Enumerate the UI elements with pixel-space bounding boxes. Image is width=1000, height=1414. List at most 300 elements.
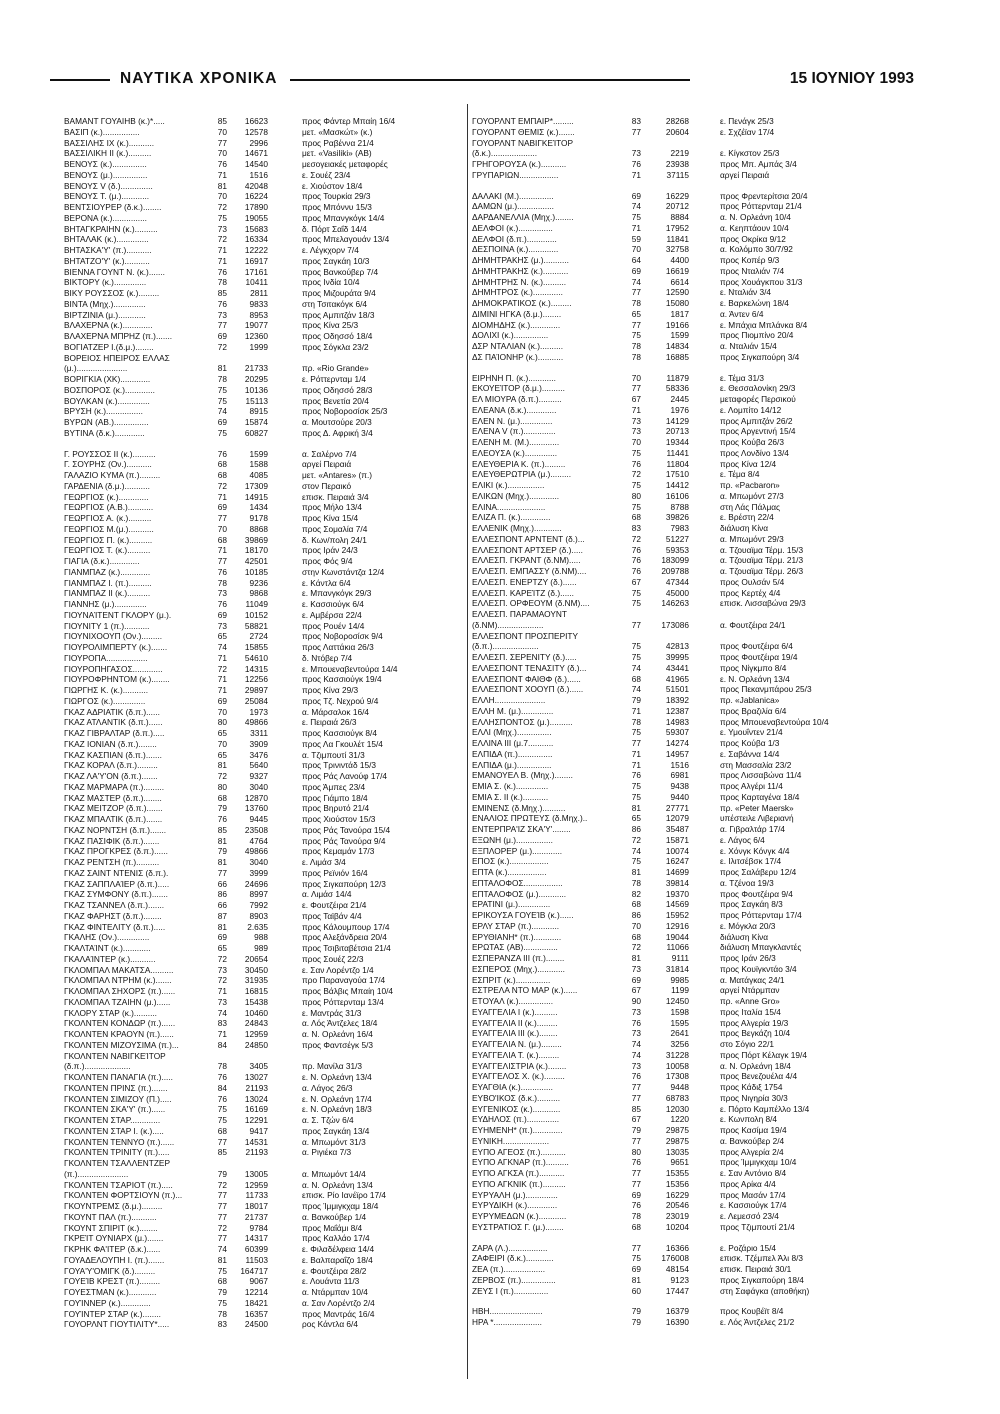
ship-name: ΔΟΛΙΧΙ (κ.)............... xyxy=(472,330,549,341)
position-note: πρ. «Anne Gro» xyxy=(720,996,780,1006)
ship-name: ΓΚΛΟΡΥ ΣΤΑΡ (κ.).......... xyxy=(64,1007,157,1018)
list-item xyxy=(64,1040,464,1051)
list-item xyxy=(472,706,890,717)
position-note: α. Άντεν 6/4 xyxy=(720,308,764,319)
build-year: 72 xyxy=(217,1179,227,1190)
ship-name: ΕΛΛΕΣΠΟΝΤ ΠΡΟΣΠΕΡΙΤΥ xyxy=(472,630,579,641)
ship-name: ΓΚΟΛΝΤΕΝ ΤΕΝΝΥΟ (π.)...... xyxy=(64,1136,175,1147)
ship-name: ΓΟΥΑΔΕΛΟΥΠΗ Ι. (π.)....... xyxy=(64,1254,165,1265)
list-item xyxy=(64,760,464,771)
tonnage: 39995 xyxy=(665,652,689,662)
build-year: 75 xyxy=(631,501,641,512)
tonnage: 16229 xyxy=(665,1189,689,1200)
ship-name: ΓΚΑΖ ΚΑΣΠΙΑΝ (δ.π.)....... xyxy=(64,749,162,760)
tonnage: 146263 xyxy=(661,598,689,609)
ship-name: ΓΚΑΖ ΠΡΟΓΚΡΕΣ (δ.π.)...... xyxy=(64,846,168,857)
build-year: 90 xyxy=(631,996,641,1006)
position-note: διάλυση Μπαγκλαντές xyxy=(720,942,802,953)
position-note: α. Τζουαϊμα Τέρμ. 15/3 xyxy=(720,544,804,555)
build-year: 76 xyxy=(217,1072,227,1082)
position-note: ε. Μόγκλα 20/3 xyxy=(720,920,776,931)
position-note: ε. Ιλιτσέβσκ 17/4 xyxy=(720,856,782,867)
tonnage: 9438 xyxy=(670,781,689,791)
ship-name: ΓΚΑΖ ΣΑΠΠΛΑΊΕΡ (δ.π.)..... xyxy=(64,878,170,889)
position-note: αργεί Ντάρμπαν xyxy=(720,985,780,996)
list-item xyxy=(64,116,464,127)
ship-name: ΒΙΚΥ ΡΟΥΣΣΟΣ (κ.)......... xyxy=(64,288,160,298)
tonnage: 988 xyxy=(254,932,268,943)
build-year: 85 xyxy=(217,288,227,298)
position-note: προς Νίγκμπο 8/4 xyxy=(720,662,787,673)
list-item xyxy=(472,1050,890,1061)
column-divider xyxy=(467,104,468,1379)
list-item xyxy=(64,245,464,256)
build-year: 72 xyxy=(217,234,227,245)
build-year: 72 xyxy=(217,771,227,781)
tonnage: 21193 xyxy=(245,1082,268,1093)
tonnage: 15356 xyxy=(665,1178,689,1189)
list-item xyxy=(64,997,464,1008)
ship-name: ΔΗΜΗΤΡΗΣ Ν. (κ.).......... xyxy=(472,276,567,287)
position-note: ε. Σαν Λορέντζο 1/4 xyxy=(302,964,374,975)
ship-name: ΓΚΑΖ ΦΑΡΗΣΤ (δ.π.)........ xyxy=(64,910,162,921)
tonnage: 4400 xyxy=(670,255,689,265)
build-year: 75 xyxy=(631,330,641,341)
position-note: προς Τουρκία 29/3 xyxy=(302,191,371,202)
build-year: 76 xyxy=(631,555,641,566)
tonnage: 39814 xyxy=(665,877,689,888)
build-year: 77 xyxy=(217,556,227,566)
list-item xyxy=(472,170,890,181)
build-year: 69 xyxy=(217,695,227,706)
tonnage: 14315 xyxy=(244,663,268,674)
build-year: 83 xyxy=(217,1319,227,1330)
ship-name: ΕΣΠΕΡΟΣ (Μηχ.)............ xyxy=(472,963,565,974)
tonnage: 12916 xyxy=(665,920,689,931)
build-year: 81 xyxy=(217,363,227,374)
build-year: 76 xyxy=(217,159,227,169)
position-note: α. Ν. Ορλεάνη 10/4 xyxy=(720,212,791,222)
build-year: 71 xyxy=(631,404,641,415)
ship-name: ΓΙΟΥΡΟΠΗΓΑΣΟΣ............. xyxy=(64,663,163,674)
position-note: α. Ντάρμπαν 10/4 xyxy=(302,1287,368,1297)
list-item xyxy=(64,470,464,481)
build-year: 83 xyxy=(631,116,641,126)
ship-name: ΓΚΑΖ ΑΔΡΙΑΤΙΚ (δ.π.)...... xyxy=(64,706,160,717)
build-year: 78 xyxy=(631,341,641,351)
build-year: 77 xyxy=(631,287,641,298)
group-spacer xyxy=(472,1296,890,1306)
ship-name: ΓΚΑΖ ΣΑΙΝΤ ΝΤΕΝΙΣ (δ.π.). xyxy=(64,867,169,878)
position-note: προς Κασίμα 19/4 xyxy=(720,1125,787,1135)
position-note: ε. Αμβέρσα 22/4 xyxy=(302,609,362,620)
tonnage: 39826 xyxy=(665,512,689,523)
tonnage: 15855 xyxy=(244,642,268,652)
tonnage: 17447 xyxy=(665,1285,689,1296)
tonnage: 17161 xyxy=(244,266,268,277)
build-year: 76 xyxy=(631,566,641,576)
position-note: ε. Φιλαδέλφεια 14/4 xyxy=(302,1244,375,1254)
build-year: 75 xyxy=(631,652,641,662)
position-note: προς Κουβέϊτ 8/4 xyxy=(720,1306,784,1317)
tonnage: 1434 xyxy=(249,502,268,513)
position-note: προς Βανκούβερ 7/4 xyxy=(302,266,379,277)
build-year: 76 xyxy=(217,266,227,277)
ship-name: ΕΛΠΙΔΑ (π.)............... xyxy=(472,748,553,759)
build-year: 70 xyxy=(217,191,227,202)
build-year: 84 xyxy=(217,1039,227,1050)
tonnage: 45000 xyxy=(665,587,689,598)
list-item xyxy=(472,491,890,502)
list-item xyxy=(64,363,464,374)
position-note: α. Τζιμπουτί 31/3 xyxy=(302,749,365,760)
list-item xyxy=(64,428,464,439)
position-note: αργεί Πειραιά xyxy=(302,459,352,470)
tonnage: 176008 xyxy=(661,1253,689,1264)
position-note: α. Σ. Τζών 6/4 xyxy=(302,1115,354,1125)
position-note: στη Λάς Πάλμας xyxy=(720,501,781,512)
build-year: 76 xyxy=(631,1200,641,1211)
position-note: επισκ. Τζέμπελ Άλι 8/3 xyxy=(720,1253,803,1264)
list-item xyxy=(472,320,890,331)
list-item xyxy=(64,1233,464,1244)
list-item xyxy=(472,620,890,631)
position-note: προς Νοβοροσίσκ 9/4 xyxy=(302,631,383,642)
tonnage: 16247 xyxy=(665,856,689,867)
build-year: 81 xyxy=(217,180,227,191)
ship-name: ΓΙΩΡΓΗΣ Κ. (κ.)........... xyxy=(64,685,149,695)
list-item xyxy=(472,138,890,149)
ship-name: ΕΛΛΕΣΠ. ΕΜΠΑΣΣΥ (δ.ΝΜ).... xyxy=(472,566,587,576)
position-note: μετ. «Μασκώτ» (κ.) xyxy=(302,126,373,137)
ship-name: ΓΚΡΗΚ ΦΑ'ΙΤΕΡ (δ.κ.)...... xyxy=(64,1244,161,1254)
build-year: 73 xyxy=(217,996,227,1007)
ship-name: ΓΚΑΖ ΜΑΣΤΕΡ (δ.π.)........ xyxy=(64,792,162,803)
list-item xyxy=(472,502,890,513)
list-item xyxy=(64,1061,464,1072)
build-year: 76 xyxy=(217,814,227,824)
ship-name: (δ.κ.).................... xyxy=(472,148,538,159)
position-note: ε. Βαλπαραΐζο 18/4 xyxy=(302,1254,373,1265)
build-year: 72 xyxy=(217,202,227,212)
list-item xyxy=(472,1264,890,1275)
tonnage: 9651 xyxy=(670,1157,689,1168)
position-note: ε. Σουέζ 23/4 xyxy=(302,169,351,180)
position-note: α. Μάρσαλοκ 16/4 xyxy=(302,706,369,717)
ship-name: ΔΙΜΙΝΙ ΗΓΚΑ (δ.μ.)........ xyxy=(472,308,562,319)
list-item xyxy=(472,394,890,405)
ship-name: ΕΛΛΕΝΙΚ (Μηχ.)............ xyxy=(472,523,562,533)
list-item xyxy=(472,405,890,416)
list-item xyxy=(64,1319,464,1330)
ship-name: ΒΛΑΧΕΡΝΑ ΜΠΡΗΖ (π.)....... xyxy=(64,331,173,341)
list-item xyxy=(472,255,890,266)
build-year: 81 xyxy=(217,921,227,932)
ship-name: ΔΕΛΦΟΙ (κ.)............... xyxy=(472,222,553,233)
ship-name: ΕΛΛΕΣΠ. ΓΚΡΑΝΤ (δ.ΝΜ)..... xyxy=(472,555,581,566)
ship-name: ΔΑΡΔΑΝΕΛΛΙΑ (Μηχ.)........ xyxy=(472,212,574,222)
header-rule-left xyxy=(50,79,110,81)
ship-name: ΓΚΛΟΜΠΑΛ ΤΖΑΙΗΝ (μ.)...... xyxy=(64,996,171,1007)
list-item xyxy=(64,642,464,653)
tonnage: 16917 xyxy=(244,255,268,266)
list-item xyxy=(64,932,464,943)
build-year: 70 xyxy=(217,523,227,534)
build-year: 77 xyxy=(217,1233,227,1244)
tonnage: 13024 xyxy=(244,1093,268,1104)
build-year: 73 xyxy=(217,620,227,631)
build-year: 78 xyxy=(631,1211,641,1221)
tonnage: 1999 xyxy=(249,341,268,352)
build-year: 77 xyxy=(217,1211,227,1222)
list-item xyxy=(64,267,464,278)
list-item xyxy=(64,459,464,470)
ship-name: ΕΥΝΙΚΗ.................... xyxy=(472,1135,549,1146)
position-note: προς Πεκανμπάρου 25/3 xyxy=(720,684,812,695)
position-note: προς Καρταγένα 18/4 xyxy=(720,791,800,802)
build-year: 72 xyxy=(217,341,227,352)
tonnage: 19055 xyxy=(244,212,268,223)
build-year: 77 xyxy=(217,867,227,878)
list-item xyxy=(472,437,890,448)
ship-name: ΕΛΛΗ Μ. (μ.).............. xyxy=(472,705,554,716)
position-note: διάλυση Κίνα xyxy=(720,523,769,533)
ship-name: ΕΥΑΓΓΕΛΙΑ Τ. (κ.)......... xyxy=(472,1049,560,1060)
list-item xyxy=(64,256,464,267)
tonnage: 20604 xyxy=(665,126,689,137)
tonnage: 1599 xyxy=(670,330,689,341)
tonnage: 18421 xyxy=(244,1297,268,1308)
ship-name: ΓΚΑΛΑΊΝΤΕΡ (κ.)........... xyxy=(64,953,156,964)
tonnage: 10136 xyxy=(244,384,268,395)
position-note: προς Φός 9/4 xyxy=(302,556,353,566)
ship-name: ΕΛΙΚΙ (κ.)................ xyxy=(472,480,545,490)
position-note: προς Αλγερία 2/4 xyxy=(720,1146,784,1157)
ship-name: ΓΟΥΟΡΛΝΤ ΝΑΒΙΓΚΕΊΤΟΡ xyxy=(472,137,574,148)
build-year: 68 xyxy=(631,899,641,910)
build-year: 80 xyxy=(217,717,227,728)
build-year: 75 xyxy=(217,395,227,406)
position-note: προς Οκρίκα 9/12 xyxy=(720,233,786,244)
position-note: επισκ. Λισσαβώνα 29/3 xyxy=(720,598,806,609)
tonnage: 47344 xyxy=(665,576,689,587)
position-note: προς Κερτέχ 4/4 xyxy=(720,587,781,598)
ship-name: ΕΥΓΕΝΙΚΟΣ (κ.)............ xyxy=(472,1103,561,1114)
list-item xyxy=(64,1083,464,1094)
position-note: επισκ. Πειραιά 3/4 xyxy=(302,491,369,502)
list-item xyxy=(64,965,464,976)
list-item xyxy=(64,1115,464,1126)
tonnage: 7983 xyxy=(670,523,689,533)
build-year: 75 xyxy=(631,856,641,867)
tonnage: 2.635 xyxy=(247,921,268,932)
position-note: προς Ράς Λανούφ 17/4 xyxy=(302,771,388,781)
ship-name: ΕΛΛΗ...................... xyxy=(472,695,546,705)
position-note: στην Κωνστάντζα 12/4 xyxy=(302,566,385,577)
tonnage: 51227 xyxy=(665,533,689,544)
ship-name: ΕΛΙΖΑ Π. (κ.)............. xyxy=(472,512,551,523)
build-year: 79 xyxy=(631,1306,641,1317)
list-item xyxy=(64,1104,464,1115)
ship-name: ΕΥΣΤΡΑΤΙΟΣ Γ. (μ.)........ xyxy=(472,1221,564,1232)
ship-name: ΔΙΟΜΗΔΗΣ (κ.)............. xyxy=(472,319,561,330)
ship-name: ΒΥΤΙΝΑ (δ.κ.)............. xyxy=(64,427,145,438)
ship-name: ΓΚΟΛΝΤΕΝ ΤΣΑΡΙΟΤ (π.)..... xyxy=(64,1179,173,1190)
ship-name: ΕΛΛΕΣΠ. ΚΑΡΕΊΤΖ (δ.)...... xyxy=(472,587,574,598)
list-item xyxy=(472,1061,890,1072)
position-note: προς Μπ. Αμπάς 3/4 xyxy=(720,159,797,169)
list-item xyxy=(64,1180,464,1191)
list-item xyxy=(472,749,890,760)
list-item xyxy=(472,1275,890,1286)
ship-name: ΓΚΑΖ ΚΟΡΑΛ (δ.π.)......... xyxy=(64,760,158,771)
tonnage: 1817 xyxy=(670,308,689,319)
list-item xyxy=(64,224,464,235)
list-item xyxy=(64,707,464,718)
ship-name: ΓΕΩΡΓΙΟΣ Μ.(μ.)........... xyxy=(64,523,154,534)
ship-name: ΒΡΥΣΗ (κ.)................ xyxy=(64,406,143,417)
ship-name: ΓΙΩΡΓΟΣ (κ.).............. xyxy=(64,695,146,706)
list-item xyxy=(64,954,464,965)
list-item xyxy=(472,287,890,298)
list-item xyxy=(472,1104,890,1115)
build-year: 78 xyxy=(217,374,227,384)
build-year: 83 xyxy=(217,1018,227,1029)
position-note: προς Κάδιξ 1754 xyxy=(720,1082,783,1092)
ship-name: ΒΙΚΤΟΡΥ (κ.).............. xyxy=(64,277,147,288)
ship-name: ΓΚΛΟΜΠΑΛ ΝΤΡΗΜ (κ.)....... xyxy=(64,975,172,986)
ship-name: ΒΕΝΤΣΙΟΥΡΕΡ (δ.κ.)........ xyxy=(64,202,162,212)
list-item xyxy=(64,717,464,728)
ship-name: ΓΙΑΝΝΗΣ (μ.).............. xyxy=(64,599,147,609)
build-year: 71 xyxy=(217,674,227,685)
position-note: προς Ιταλία 15/4 xyxy=(720,1006,781,1017)
tonnage: 15952 xyxy=(665,910,689,920)
build-year: 73 xyxy=(217,223,227,234)
tonnage: 59307 xyxy=(665,727,689,738)
position-note: προς Νταλιάν 7/4 xyxy=(720,265,785,276)
list-item xyxy=(472,1222,890,1233)
position-note: προς Ρόττερνταμ 13/4 xyxy=(302,996,384,1007)
list-item xyxy=(64,535,464,546)
build-year: 72 xyxy=(631,942,641,953)
tonnage: 9445 xyxy=(249,814,268,824)
build-year: 72 xyxy=(631,834,641,845)
list-item xyxy=(64,771,464,782)
ship-name: ΓΙΟΥΡΟΦΡΗΝΤΟΜ (κ.)........ xyxy=(64,674,170,685)
build-year: 71 xyxy=(217,685,227,695)
list-item xyxy=(472,148,890,159)
list-item xyxy=(64,986,464,997)
position-note: α. Λός Άντζελες 18/4 xyxy=(302,1018,378,1029)
list-item xyxy=(472,684,890,695)
position-note: προς Λαττάκια 26/3 xyxy=(302,642,374,652)
ship-name: ΔΗΜΗΤΡΟΣ (κ.)............. xyxy=(472,287,563,298)
ship-name: ΕΛΕΝ Ν. (μ.).............. xyxy=(472,415,553,426)
tonnage: 2219 xyxy=(670,148,689,159)
list-item xyxy=(64,181,464,192)
ship-name: ΕΡΩΤΑΣ (ΑΒ)............... xyxy=(472,942,558,953)
tonnage: 17890 xyxy=(244,202,268,212)
build-year: 71 xyxy=(217,652,227,663)
list-item xyxy=(64,191,464,202)
position-note: μετ. «Antares» (π.) xyxy=(302,470,373,480)
position-note: α. Ριγιέκα 7/3 xyxy=(302,1147,352,1158)
ship-name: ΖΕΡΒΟΣ (π.)............... xyxy=(472,1274,556,1285)
list-item xyxy=(472,330,890,341)
tonnage: 20546 xyxy=(665,1200,689,1211)
build-year: 72 xyxy=(631,533,641,544)
ship-name: ΓΚΑΖ ΑΤΛΑΝΤΙΚ (δ.π.)...... xyxy=(64,717,163,728)
tonnage: 1220 xyxy=(670,1114,689,1125)
position-note: ε. Ν. Ορλεάνη 17/4 xyxy=(302,1093,372,1104)
position-note: πρ. «Rio Grande» xyxy=(302,363,369,374)
list-item xyxy=(64,588,464,599)
position-note: προς Ινδία 10/4 xyxy=(302,277,360,288)
tonnage: 2445 xyxy=(670,394,689,404)
build-year: 78 xyxy=(217,1308,227,1319)
tonnage: 29875 xyxy=(665,1135,689,1146)
tonnage: 3909 xyxy=(249,738,268,749)
position-note: πρ. «Peter Maersk» xyxy=(720,802,794,813)
list-item xyxy=(472,598,890,609)
ship-name: ΒΑΣΙΠ (κ.)................ xyxy=(64,126,140,137)
ship-name: ΓΙΑΝΜΠΑΖ Ι. (π.).......... xyxy=(64,577,152,588)
ship-name: ΕΥΑΓΓΕΛΟΣ Χ. (κ.)......... xyxy=(472,1071,565,1082)
list-item xyxy=(64,621,464,632)
list-item xyxy=(472,1317,890,1328)
build-year: 78 xyxy=(631,716,641,727)
list-item xyxy=(64,631,464,642)
tonnage: 17309 xyxy=(244,480,268,491)
position-note: α. Φουτζέιρα 24/1 xyxy=(720,619,786,630)
tonnage: 31228 xyxy=(665,1049,689,1060)
tonnage: 12870 xyxy=(244,792,268,803)
tonnage: 17952 xyxy=(665,222,689,233)
ship-name: ΕΛΛΙ (Μηχ.)............... xyxy=(472,727,552,738)
ship-name: ΕΜΙΑ Σ. ΙΙ (κ.)........... xyxy=(472,791,549,802)
position-note: α. Τζουαϊμα Τέρμ. 26/3 xyxy=(720,566,804,576)
ship-name: Γ. ΡΟΥΣΣΟΣ ΙΙ (κ.).......... xyxy=(64,448,156,459)
list-item xyxy=(64,1008,464,1019)
build-year: 74 xyxy=(217,1007,227,1018)
ship-name: ΕΥΡΥΔΙΚΗ (κ.)............. xyxy=(472,1200,558,1211)
tonnage: 16619 xyxy=(665,265,689,276)
ship-name: ΓΚΑΖ ΡΕΝΤΣΗ (π.).......... xyxy=(64,857,160,867)
ship-name: ΓΚΟΛΝΤΕΝ ΣΙΜΙΖΟΥ (Π.)..... xyxy=(64,1093,172,1104)
ship-name: Γ. ΣΟΥΡΗΣ (Ον.)........... xyxy=(64,459,152,470)
list-item xyxy=(64,288,464,299)
ship-name: ΔΗΜΟΚΡΑΤΙΚΟΣ (κ.)......... xyxy=(472,298,572,308)
ship-name: ΕΛΠΙΔΑ (μ.)............... xyxy=(472,759,552,770)
list-item xyxy=(64,825,464,836)
tonnage: 16815 xyxy=(244,986,268,996)
tonnage: 183099 xyxy=(661,555,689,566)
position-note: προς Κουϊγκντάο 3/4 xyxy=(720,963,797,974)
tonnage: 9784 xyxy=(249,1222,268,1233)
build-year: 73 xyxy=(631,963,641,974)
build-year: 75 xyxy=(217,384,227,395)
list-item xyxy=(64,202,464,213)
build-year: 85 xyxy=(217,824,227,835)
build-year: 78 xyxy=(631,351,641,362)
tonnage: 18017 xyxy=(244,1201,268,1211)
list-item xyxy=(472,1147,890,1158)
position-note: ε. Μπανγκόγκ 29/3 xyxy=(302,588,372,599)
list-item xyxy=(64,664,464,675)
tonnage: 12079 xyxy=(665,813,689,824)
tonnage: 27771 xyxy=(665,802,689,813)
